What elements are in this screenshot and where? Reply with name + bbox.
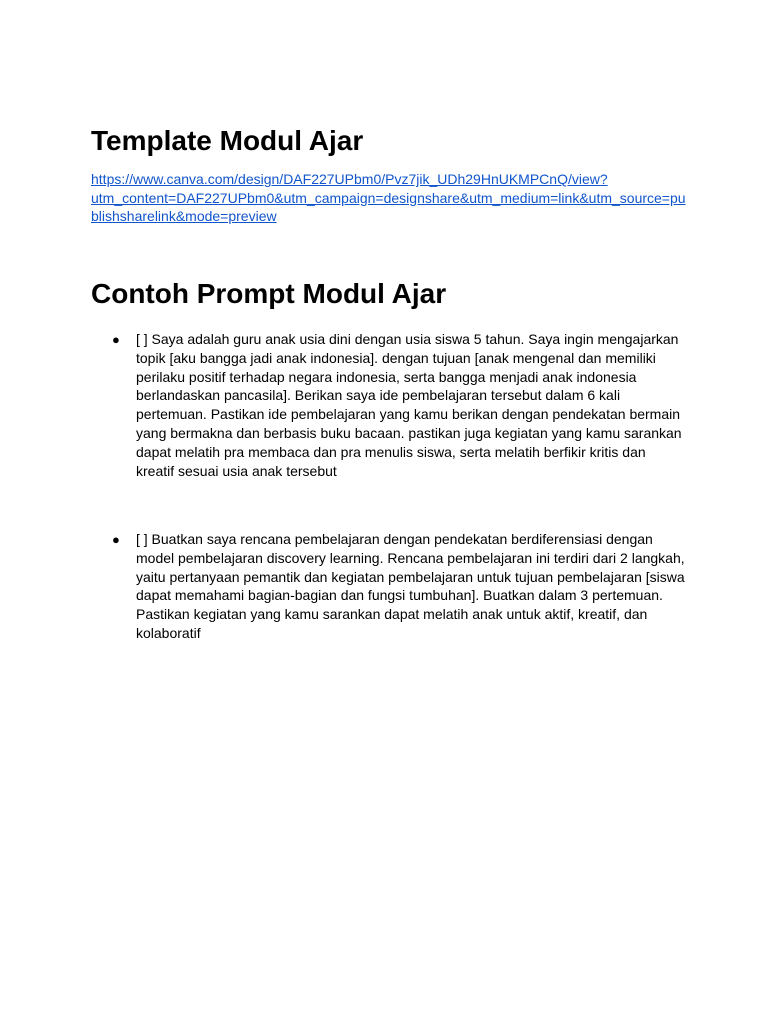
heading-template-modul-ajar: Template Modul Ajar xyxy=(91,125,364,156)
canva-link-line-1[interactable]: https://www.canva.com/design/DAF227UPbm0/Pvz7jik_UDh29HnUKMPCnQ/view? xyxy=(91,171,608,187)
list-item-line: [ ] Saya adalah guru anak usia dini dengan usia siswa 5 tahun. Saya ingin mengajarkan xyxy=(136,331,679,347)
canva-link-line-3[interactable]: blishsharelink&mode=preview xyxy=(91,208,277,225)
list-item-line: dapat melatih pra membaca dan pra menulis siswa, serta melatih berfikir kritis dan xyxy=(136,443,646,460)
list-item-text xyxy=(136,530,696,643)
list-item-line: [ ] Buatkan saya rencana pembelajaran dengan pendekatan berdiferensiasi dengan xyxy=(136,531,653,547)
heading-contoh-prompt-modul-ajar: Contoh Prompt Modul Ajar xyxy=(91,278,447,309)
bullet-icon: ● xyxy=(112,532,120,547)
list-item-line: yaitu pertanyaan pemantik dan kegiatan pembelajaran untuk tujuan pembelajaran [siswa xyxy=(136,568,685,585)
list-item-line: model pembelajaran discovery learning. Rencana pembelajaran ini terdiri dari 2 langkah, xyxy=(136,549,685,566)
list-item-line: pertemuan. Pastikan ide pembelajaran yang kamu berikan dengan pendekatan bermain xyxy=(136,406,681,423)
list-item-line: yang bermakna dan berbasis buku bacaan. pastikan juga kegiatan yang kamu sarankan xyxy=(136,424,682,441)
bullet-icon: ● xyxy=(112,332,120,347)
list-item-line: Pastikan kegiatan yang kamu sarankan dapat melatih anak untuk aktif, kreatif, dan xyxy=(136,606,648,623)
list-item-line: berlandaskan pancasila]. Berikan saya ide pembelajaran tersebut dalam 6 kali xyxy=(136,387,621,404)
list-item-line: dapat memahami bagian-bagian dan fungsi tumbuhan]. Buatkan dalam 3 pertemuan. xyxy=(136,587,663,604)
list-item-text xyxy=(136,330,696,480)
list-item-line: topik [aku bangga jadi anak indonesia]. dengan tujuan [anak mengenal dan memiliki xyxy=(136,349,656,366)
canva-link-block xyxy=(91,170,691,226)
list-item-line: perilaku positif terhadap negara indonesia, serta bangga menjadi anak indonesia xyxy=(136,368,637,385)
canva-link-line-2[interactable]: utm_content=DAF227UPbm0&utm_campaign=designshare&utm_medium=link&utm_source=pu xyxy=(91,189,686,206)
list-item-line: kreatif sesuai usia anak tersebut xyxy=(136,462,337,479)
list-item-line: kolaboratif xyxy=(136,624,201,641)
